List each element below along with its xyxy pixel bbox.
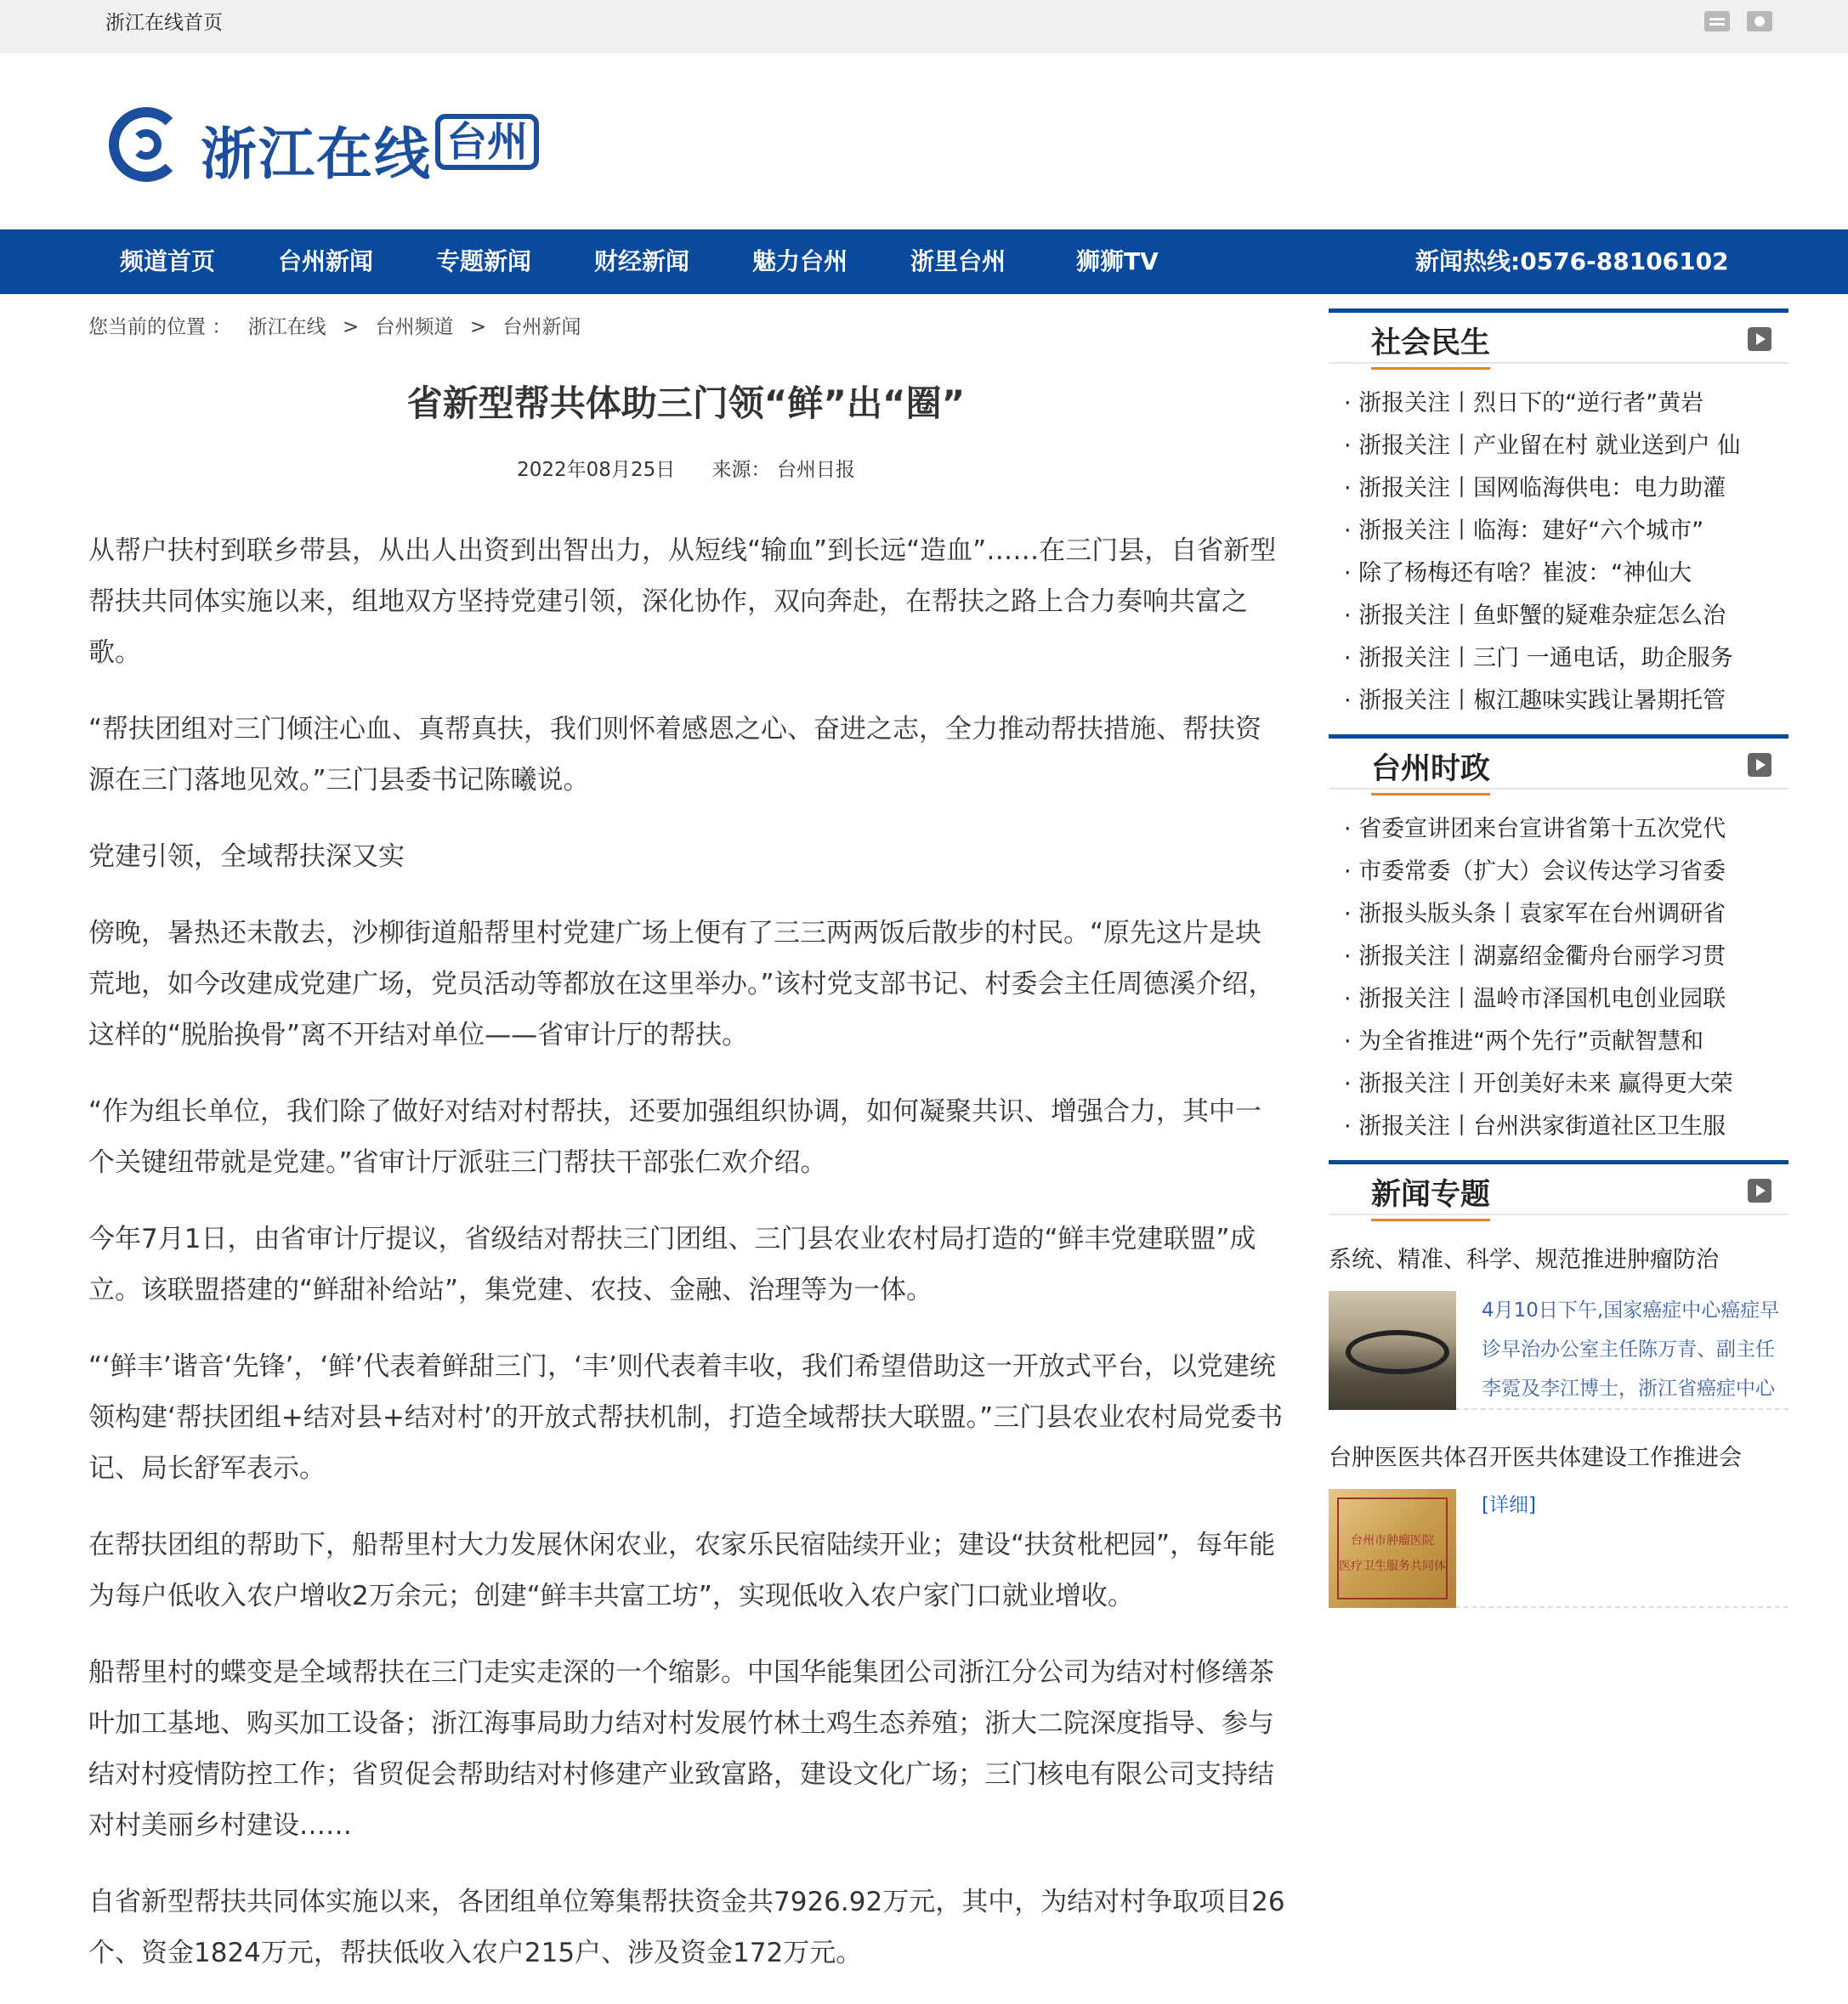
article-paragraph: 傍晚，暑热还未散去，沙柳街道船帮里村党建广场上便有了三三两两饭后散步的村民。“原先这片是块荒地，如今改建成党建广场，党员活动等都放在这里举办。”该村党支部书记、村委会主任周德溪介绍，这样的“脱胎换骨”离不开结对单位——省审计厅的帮扶。	[88, 918, 1275, 1050]
list-item[interactable]: · 浙报关注丨国网临海供电：电力助灌	[1344, 467, 1788, 510]
list-item[interactable]: · 浙报关注丨临海：建好“六个城市”	[1344, 510, 1788, 552]
article-paragraph: 船帮里村的蝶变是全域帮扶在三门走实走深的一个缩影。中国华能集团公司浙江分公司为结对村修缮茶叶加工基地、购买加工设备；浙江海事局助力结对村发展竹林土鸡生态养殖；浙大二院深度指导、参与结对村疫情防控工作；省贸促会帮助结对村修建产业致富路，建设文化广场；三门核电有限公司支持结对村美丽乡村建设……	[88, 1657, 1274, 1841]
main-nav	[0, 229, 1848, 294]
list-item[interactable]: · 市委常委（扩大）会议传达学习省委	[1344, 851, 1788, 893]
article-paragraph: “帮扶团组对三门倾注心血、真帮真扶，我们则怀着感恩之心、奋进之志，全力推动帮扶措施、帮扶资源在三门落地见效。”三门县委书记陈曦说。	[88, 714, 1262, 795]
article-date: 2022年08月25日	[517, 459, 676, 481]
breadcrumb-separator: >	[469, 316, 487, 338]
list-item[interactable]: · 为全省推进“两个先行”贡献智慧和	[1344, 1021, 1788, 1063]
list-item[interactable]: · 省委宣讲团来台宣讲省第十五次党代	[1344, 808, 1788, 851]
news-list	[1329, 790, 1788, 1160]
list-item[interactable]: · 浙报关注丨产业留在村 就业送到户 仙	[1344, 425, 1788, 467]
sidebar	[1329, 309, 1788, 1637]
section-header	[1329, 1164, 1788, 1215]
special-headline[interactable]: 台肿医医共体召开医共体建设工作推进会	[1329, 1445, 1742, 1471]
logo-text: 浙江在线	[201, 122, 432, 187]
nav-item-home[interactable]: 频道首页	[120, 247, 216, 275]
nav-item-zheli-taizhou[interactable]: 浙里台州	[910, 247, 1006, 275]
list-item[interactable]: · 浙报关注丨椒江趣味实践让暑期托管	[1344, 680, 1788, 722]
breadcrumb-prefix: 您当前的位置 ：	[88, 316, 232, 338]
article-meta	[88, 454, 1284, 482]
list-item[interactable]: · 浙报关注丨台州洪家街道社区卫生服	[1344, 1106, 1788, 1148]
social-section	[1329, 309, 1788, 734]
list-item[interactable]: · 浙报关注丨三门 一通电话，助企服务	[1344, 637, 1788, 680]
special-list	[1329, 1215, 1788, 1608]
breadcrumb-separator: >	[342, 316, 360, 338]
nav-item-charm-taizhou[interactable]: 魅力台州	[752, 247, 848, 275]
hospital-plaque-photo[interactable]	[1329, 1489, 1456, 1608]
section-title[interactable]: 台州时政	[1371, 745, 1490, 795]
special-entry	[1329, 1489, 1788, 1608]
list-item[interactable]: · 浙报关注丨鱼虾蟹的疑难杂症怎么治	[1344, 595, 1788, 637]
special-headline[interactable]: 系统、精准、科学、规范推进肿瘤防治	[1329, 1247, 1719, 1273]
top-bar	[0, 0, 1848, 54]
article-paragraph: 从帮户扶村到联乡带县，从出人出资到出智出力，从短线“输血”到长远“造血”……在三门县，自省新型帮扶共同体实施以来，组地双方坚持党建引领，深化协作，双向奔赴，在帮扶之路上合力奏响共富之歌。	[88, 535, 1277, 668]
mail-icon[interactable]	[1704, 11, 1730, 31]
list-item[interactable]: · 浙报关注丨温岭市泽国机电创业园联	[1344, 978, 1788, 1021]
news-hotline: 新闻热线:0576-88106102	[1415, 247, 1729, 275]
nav-item-finance-news[interactable]: 财经新闻	[594, 247, 690, 275]
special-summary[interactable]: 4月10日下午,国家癌症中心癌症早诊早治办公室主任陈万青、副主任李霓及李江博士，浙江省癌症中心	[1482, 1299, 1780, 1400]
breadcrumb-item-channel[interactable]: 台州频道	[375, 316, 454, 338]
nav-item-taizhou-news[interactable]: 台州新闻	[278, 247, 374, 275]
article-paragraph: 自省新型帮扶共同体实施以来，各团组单位筹集帮扶资金共7926.92万元，其中，为结对村争取项目26个、资金1824万元，帮扶低收入农户215户、涉及资金172万元。	[88, 1887, 1285, 1968]
list-item[interactable]: · 浙报关注丨湖嘉绍金衢舟台丽学习贯	[1344, 936, 1788, 978]
section-header	[1329, 313, 1788, 364]
list-item[interactable]: · 浙报关注丨烈日下的“逆行者”黄岩	[1344, 382, 1788, 425]
more-arrow-icon[interactable]	[1748, 1179, 1771, 1203]
section-header	[1329, 739, 1788, 790]
breadcrumb-item-news[interactable]: 台州新闻	[502, 316, 581, 338]
nav-item-shishi-tv[interactable]: 狮狮TV	[1076, 247, 1159, 275]
camera-icon[interactable]	[1747, 11, 1772, 31]
logo-inner-ring-icon	[131, 129, 162, 160]
section-title[interactable]: 社会民生	[1371, 320, 1490, 370]
article-paragraph: “‘鲜丰’谐音‘先锋’，‘鲜’代表着鲜甜三门，‘丰’则代表着丰收，我们希望借助这一开放式平台，以党建统领构建‘帮扶团组+结对县+结对村’的开放式帮扶机制，打造全域帮扶大联盟。”三门县农业农村局党委书记、局长舒军表示。	[88, 1351, 1284, 1484]
more-arrow-icon[interactable]	[1748, 753, 1771, 777]
special-entry	[1329, 1291, 1788, 1410]
article-title: 省新型帮共体助三门领“鲜”出“圈”	[406, 382, 966, 424]
logo-badge: 台州	[435, 114, 539, 170]
breadcrumb-item-zjol[interactable]: 浙江在线	[247, 316, 326, 338]
home-link[interactable]: 浙江在线首页	[105, 12, 223, 34]
more-arrow-icon[interactable]	[1748, 327, 1771, 351]
section-title[interactable]: 新闻专题	[1371, 1171, 1490, 1221]
politics-section	[1329, 734, 1788, 1160]
breadcrumb	[88, 311, 591, 339]
article-paragraph: 今年7月1日，由省审计厅提议，省级结对帮扶三门团组、三门县农业农村局打造的“鲜丰党建联盟”成立。该联盟搭建的“鲜甜补给站”，集党建、农技、金融、治理等为一体。	[88, 1224, 1256, 1305]
article-body	[88, 525, 1287, 2004]
detail-link[interactable]: [详细]	[1482, 1494, 1536, 1516]
article-paragraph: “作为组长单位，我们除了做好对结对村帮扶，还要加强组织协调，如何凝聚共识、增强合力，其中一个关键纽带就是党建。”省审计厅派驻三门帮扶干部张仁欢介绍。	[88, 1096, 1262, 1178]
article-source: 来源： 台州日报	[711, 459, 855, 481]
nav-item-special-news[interactable]: 专题新闻	[436, 247, 532, 275]
article-subheading: 党建引领，全域帮扶深又实	[88, 841, 405, 872]
list-item[interactable]: · 除了杨梅还有啥？崔波：“神仙大	[1344, 552, 1788, 595]
meeting-photo[interactable]	[1329, 1291, 1456, 1410]
special-section	[1329, 1160, 1788, 1608]
list-item[interactable]: · 浙报关注丨开创美好未来 赢得更大荣	[1344, 1063, 1788, 1106]
news-list	[1329, 364, 1788, 734]
list-item[interactable]: · 浙报头版头条丨袁家军在台州调研省	[1344, 893, 1788, 936]
hospital-seal: 台州市肿瘤医院 医疗卫生服务共同体	[1337, 1497, 1448, 1599]
site-logo[interactable]	[105, 100, 547, 185]
article-paragraph: 在帮扶团组的帮助下，船帮里村大力发展休闲农业，农家乐民宿陆续开业；建设“扶贫枇杷园”，每年能为每户低收入农户增收2万余元；创建“鲜丰共富工坊”，实现低收入农户家门口就业增收。	[88, 1530, 1276, 1611]
